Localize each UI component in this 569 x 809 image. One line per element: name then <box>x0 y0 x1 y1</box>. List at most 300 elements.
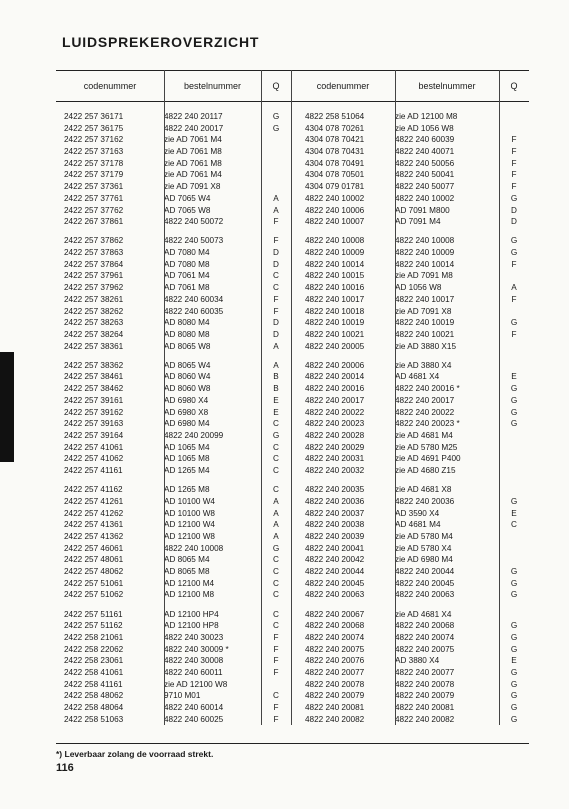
codenummer-cell: 2422 257 37762 <box>64 205 124 215</box>
q-cell <box>499 123 529 135</box>
q-cell: F <box>273 667 279 677</box>
q-cell <box>499 430 529 442</box>
codenummer-cell: 4822 240 20076 <box>305 656 365 666</box>
q-cell: F <box>273 703 279 712</box>
table-row <box>56 235 529 247</box>
bestelnummer-cell: 4822 240 60025 <box>164 714 224 724</box>
bestelnummer-cell: AD 6980 M4 <box>164 419 210 429</box>
codenummer-cell: 4822 240 10009 <box>305 248 365 258</box>
q-cell: G <box>510 419 518 429</box>
table-row <box>56 407 529 419</box>
q-cell: C <box>273 691 279 701</box>
codenummer-cell: 2422 257 38263 <box>64 318 124 328</box>
codenummer-cell: 4822 240 10014 <box>305 259 365 269</box>
q-cell <box>499 111 529 123</box>
codenummer-cell: 2422 258 48064 <box>64 703 124 712</box>
column-divider <box>395 70 396 725</box>
codenummer-cell: 2422 257 37962 <box>64 283 124 293</box>
codenummer-cell: 4822 240 20075 <box>305 644 365 654</box>
codenummer-cell: 4822 240 20031 <box>305 454 365 464</box>
q-cell: A <box>273 531 279 541</box>
page-title: LUIDSPREKEROVERZICHT <box>62 34 260 50</box>
table-row <box>56 519 529 531</box>
q-cell: G <box>510 667 518 677</box>
q-cell: G <box>510 318 518 328</box>
q-cell: F <box>511 294 517 304</box>
q-cell: F <box>273 294 279 304</box>
q-cell: G <box>272 123 280 133</box>
q-cell: G <box>510 496 518 506</box>
page-number: 116 <box>56 762 74 774</box>
codenummer-cell: 2422 257 41362 <box>64 531 124 541</box>
q-cell: E <box>511 372 517 382</box>
table-row <box>56 395 529 407</box>
codenummer-cell: 4822 240 20078 <box>305 679 365 689</box>
codenummer-cell: 4822 240 20079 <box>305 691 365 701</box>
table-row <box>56 531 529 543</box>
bestelnummer-cell: 4822 240 30009 * <box>164 644 229 654</box>
codenummer-cell: 2422 257 37163 <box>64 147 124 157</box>
codenummer-cell: 2422 257 37863 <box>64 248 124 258</box>
bestelnummer-cell: 4822 240 50041 <box>395 170 455 180</box>
bestelnummer-cell: AD 7091 M4 <box>395 217 441 227</box>
bestelnummer-cell: 4822 240 20068 <box>395 621 455 631</box>
q-cell: B <box>273 384 279 394</box>
bestelnummer-cell: 4822 240 50056 <box>395 158 455 168</box>
q-cell: D <box>273 329 279 339</box>
bestelnummer-cell: zie AD 12100 M8 <box>395 112 458 121</box>
bestelnummer-cell: AD 12100 HP8 <box>164 621 219 631</box>
bestelnummer-cell: AD 4681 M4 <box>395 520 441 530</box>
bestelnummer-cell: zie AD 5780 X4 <box>395 543 452 553</box>
codenummer-cell: 4822 240 10016 <box>305 283 365 293</box>
q-cell <box>261 181 291 193</box>
codenummer-cell: 2422 257 41061 <box>64 442 124 452</box>
table-row <box>56 620 529 632</box>
codenummer-cell: 2422 258 48062 <box>64 691 124 701</box>
q-cell: D <box>511 217 517 227</box>
q-cell: B <box>273 372 279 382</box>
bestelnummer-cell: 4822 240 10009 <box>395 248 455 258</box>
codenummer-cell: 2422 257 48062 <box>64 566 124 576</box>
codenummer-cell: 4822 240 20035 <box>305 485 365 495</box>
q-cell: G <box>510 632 518 642</box>
bestelnummer-cell: zie AD 4691 P400 <box>395 454 461 464</box>
bestelnummer-cell: 4822 240 20017 <box>164 123 224 133</box>
table-row <box>56 644 529 656</box>
codenummer-cell: 2422 257 37864 <box>64 259 124 269</box>
codenummer-cell: 4822 240 10006 <box>305 205 365 215</box>
table-row <box>56 589 529 601</box>
bestelnummer-cell: 4822 240 60014 <box>164 703 224 712</box>
codenummer-cell: 4822 240 20041 <box>305 543 365 553</box>
bestelnummer-cell: 4822 240 60039 <box>395 135 455 145</box>
column-divider <box>291 70 292 725</box>
codenummer-cell: 2422 258 51063 <box>64 714 124 724</box>
bestelnummer-cell: zie AD 3880 X4 <box>395 360 452 370</box>
bestelnummer-cell: zie AD 7091 X8 <box>395 306 452 316</box>
table-row <box>56 259 529 271</box>
codenummer-cell: 2422 257 39163 <box>64 419 124 429</box>
table-row <box>56 679 529 691</box>
codenummer-cell: 4822 240 20044 <box>305 566 365 576</box>
codenummer-cell: 2422 257 37361 <box>64 182 124 192</box>
q-cell: G <box>272 112 280 121</box>
q-cell <box>499 465 529 477</box>
table-row <box>56 609 529 621</box>
codenummer-cell: 4822 240 10002 <box>305 193 365 203</box>
q-cell: F <box>273 306 279 316</box>
q-cell: F <box>511 182 517 192</box>
bestelnummer-cell: 4822 240 20081 <box>395 703 455 712</box>
codenummer-cell: 2422 257 38264 <box>64 329 124 339</box>
bestelnummer-cell: AD 7080 M8 <box>164 259 210 269</box>
bestelnummer-cell: AD 8060 W8 <box>164 384 211 394</box>
header-q-2: Q <box>510 81 518 91</box>
q-cell: C <box>273 590 279 600</box>
codenummer-cell: 2422 257 37761 <box>64 193 124 203</box>
codenummer-cell: 4822 240 20036 <box>305 496 365 506</box>
codenummer-cell: 4822 240 20042 <box>305 555 365 565</box>
q-cell: G <box>510 395 518 405</box>
q-cell: A <box>273 520 279 530</box>
table-row <box>56 282 529 294</box>
codenummer-cell: 4822 240 20016 <box>305 384 365 394</box>
table-row <box>56 655 529 667</box>
bestelnummer-cell: 4822 240 20022 <box>395 407 455 417</box>
q-cell: D <box>273 318 279 328</box>
bestelnummer-cell: 4822 240 20079 <box>395 691 455 701</box>
q-cell: G <box>510 621 518 631</box>
bestelnummer-cell: zie AD 5780 M4 <box>395 531 453 541</box>
q-cell <box>499 543 529 555</box>
q-cell <box>499 609 529 621</box>
bestelnummer-cell: 4822 240 30008 <box>164 656 224 666</box>
bestelnummer-cell: 4822 240 50072 <box>164 217 224 227</box>
speaker-table <box>56 70 529 725</box>
codenummer-cell: 4822 240 20045 <box>305 578 365 588</box>
codenummer-cell: 4822 240 20063 <box>305 590 365 600</box>
q-cell: A <box>273 496 279 506</box>
codenummer-cell: 2422 258 21061 <box>64 632 124 642</box>
bestelnummer-cell: AD 1265 M4 <box>164 465 210 475</box>
bestelnummer-cell: zie AD 6980 M4 <box>395 555 453 565</box>
table-row <box>56 341 529 353</box>
codenummer-cell: 2422 257 37179 <box>64 170 124 180</box>
q-cell: F <box>511 158 517 168</box>
codenummer-cell: 2422 257 37862 <box>64 236 124 246</box>
bestelnummer-cell: AD 1065 M4 <box>164 442 210 452</box>
table-row <box>56 193 529 205</box>
q-cell: E <box>273 395 279 405</box>
codenummer-cell: 2422 257 38361 <box>64 341 124 351</box>
codenummer-cell: 2422 257 48061 <box>64 555 124 565</box>
footer-rule <box>56 743 529 744</box>
codenummer-cell: 2422 257 51061 <box>64 578 124 588</box>
q-cell: C <box>273 283 279 293</box>
bestelnummer-cell: 4822 240 40071 <box>395 147 455 157</box>
codenummer-cell: 4304 078 70421 <box>305 135 365 145</box>
bestelnummer-cell: 4822 240 20017 <box>395 395 455 405</box>
bestelnummer-cell: zie AD 4681 M4 <box>395 430 453 440</box>
codenummer-cell: 2422 257 41361 <box>64 520 124 530</box>
bestelnummer-cell: 4822 240 60034 <box>164 294 224 304</box>
bestelnummer-cell: zie AD 7061 M4 <box>164 170 222 180</box>
q-cell: C <box>273 454 279 464</box>
bestelnummer-cell: AD 8065 W8 <box>164 341 211 351</box>
q-cell: G <box>272 543 280 553</box>
table-row <box>56 383 529 395</box>
q-cell: A <box>273 360 279 370</box>
codenummer-cell: 4822 258 51064 <box>305 112 365 121</box>
table-row <box>56 360 529 372</box>
q-cell: F <box>273 656 279 666</box>
codenummer-cell: 2422 257 51161 <box>64 609 123 619</box>
codenummer-cell: 4822 240 10018 <box>305 306 365 316</box>
table-row <box>56 216 529 228</box>
bestelnummer-cell: zie AD 7061 M8 <box>164 147 222 157</box>
bestelnummer-cell: 9710 M01 <box>164 691 201 701</box>
bestelnummer-cell: AD 4681 X4 <box>395 372 440 382</box>
table-row <box>56 247 529 259</box>
codenummer-cell: 2422 258 41161 <box>64 679 123 689</box>
codenummer-cell: 4304 079 01781 <box>305 182 365 192</box>
codenummer-cell: 4304 078 70491 <box>305 158 365 168</box>
bestelnummer-cell: 4822 240 10014 <box>395 259 455 269</box>
bestelnummer-cell: 4822 240 20023 * <box>395 419 460 429</box>
q-cell <box>499 442 529 454</box>
codenummer-cell: 4822 240 10019 <box>305 318 365 328</box>
codenummer-cell: 2422 258 22062 <box>64 644 124 654</box>
table-row <box>56 270 529 282</box>
codenummer-cell: 4822 240 20006 <box>305 360 365 370</box>
codenummer-cell: 4822 240 10007 <box>305 217 365 227</box>
bestelnummer-cell: 4822 240 10008 <box>164 543 224 553</box>
q-cell: D <box>273 259 279 269</box>
codenummer-cell: 2422 267 37861 <box>64 217 124 227</box>
q-cell: F <box>511 329 517 339</box>
codenummer-cell: 4822 240 20017 <box>305 395 365 405</box>
table-row <box>56 453 529 465</box>
q-cell: F <box>273 236 279 246</box>
codenummer-cell: 4822 240 10021 <box>305 329 365 339</box>
bestelnummer-cell: AD 10100 W4 <box>164 496 215 506</box>
table-row <box>56 702 529 714</box>
q-cell <box>499 554 529 566</box>
table-row <box>56 317 529 329</box>
q-cell: C <box>273 271 279 281</box>
codenummer-cell: 4822 240 10015 <box>305 271 365 281</box>
bestelnummer-cell: AD 12100 W8 <box>164 531 215 541</box>
codenummer-cell: 4822 240 20032 <box>305 465 365 475</box>
bestelnummer-cell: AD 7065 W4 <box>164 193 211 203</box>
bestelnummer-cell: 4822 240 20074 <box>395 632 455 642</box>
bestelnummer-cell: 4822 240 20078 <box>395 679 455 689</box>
codenummer-cell: 4822 240 20081 <box>305 703 365 712</box>
codenummer-cell: 2422 257 38261 <box>64 294 124 304</box>
table-header <box>56 70 529 102</box>
bestelnummer-cell: AD 1065 M8 <box>164 454 210 464</box>
bestelnummer-cell: 4822 240 10008 <box>395 236 455 246</box>
bestelnummer-cell: AD 8065 W4 <box>164 360 211 370</box>
bestelnummer-cell: 4822 240 20045 <box>395 578 455 588</box>
table-row <box>56 111 529 123</box>
codenummer-cell: 2422 257 38362 <box>64 360 124 370</box>
bestelnummer-cell: zie AD 4681 X4 <box>395 609 452 619</box>
table-row <box>56 632 529 644</box>
table-row <box>56 418 529 430</box>
codenummer-cell: 2422 258 23061 <box>64 656 124 666</box>
bestelnummer-cell: zie AD 7061 M8 <box>164 158 222 168</box>
table-row <box>56 496 529 508</box>
codenummer-cell: 4822 240 20077 <box>305 667 365 677</box>
q-cell <box>499 341 529 353</box>
q-cell <box>261 134 291 146</box>
bestelnummer-cell: zie AD 7091 M8 <box>395 271 453 281</box>
codenummer-cell: 2422 257 51062 <box>64 590 124 600</box>
q-cell: G <box>272 430 280 440</box>
q-cell: F <box>511 259 517 269</box>
codenummer-cell: 2422 257 39162 <box>64 407 124 417</box>
codenummer-cell: 4304 078 70261 <box>305 123 365 133</box>
table-row <box>56 205 529 217</box>
q-cell: C <box>273 465 279 475</box>
codenummer-cell: 2422 257 41161 <box>64 465 123 475</box>
table-row <box>56 484 529 496</box>
header-q-1: Q <box>272 81 280 91</box>
codenummer-cell: 4822 240 20022 <box>305 407 365 417</box>
table-row <box>56 442 529 454</box>
table-row <box>56 329 529 341</box>
q-cell: A <box>273 205 279 215</box>
q-cell: A <box>273 193 279 203</box>
bestelnummer-cell: zie AD 5780 M25 <box>395 442 458 452</box>
table-row <box>56 306 529 318</box>
bestelnummer-cell: AD 1265 M8 <box>164 485 210 495</box>
q-cell: G <box>510 703 518 712</box>
bestelnummer-cell: 4822 240 60035 <box>164 306 224 316</box>
bestelnummer-cell: AD 1056 W8 <box>395 283 442 293</box>
codenummer-cell: 2422 257 37178 <box>64 158 124 168</box>
codenummer-cell: 2422 257 37961 <box>64 271 124 281</box>
bestelnummer-cell: AD 8065 M8 <box>164 566 210 576</box>
codenummer-cell: 2422 257 41261 <box>64 496 124 506</box>
bestelnummer-cell: 4822 240 30023 <box>164 632 224 642</box>
codenummer-cell: 4822 240 20067 <box>305 609 365 619</box>
q-cell: F <box>511 147 517 157</box>
codenummer-cell: 2422 257 51162 <box>64 621 123 631</box>
bestelnummer-cell: 4822 240 10019 <box>395 318 455 328</box>
codenummer-cell: 2422 257 38262 <box>64 306 124 316</box>
codenummer-cell: 4304 078 70431 <box>305 147 365 157</box>
bestelnummer-cell: 4822 240 50073 <box>164 236 224 246</box>
q-cell: C <box>511 520 517 530</box>
table-row <box>56 146 529 158</box>
table-row <box>56 543 529 555</box>
q-cell: G <box>510 407 518 417</box>
bestelnummer-cell: AD 12100 HP4 <box>164 609 219 619</box>
codenummer-cell: 2422 258 41061 <box>64 667 124 677</box>
header-codenummer-2: codenummer <box>316 81 370 91</box>
table-row <box>56 465 529 477</box>
codenummer-cell: 2422 257 39161 <box>64 395 124 405</box>
q-cell: C <box>273 485 279 495</box>
q-cell: E <box>273 407 279 417</box>
table-body <box>56 102 529 725</box>
q-cell: C <box>273 621 279 631</box>
bestelnummer-cell: 4822 240 10017 <box>395 294 455 304</box>
header-bestelnummer-2: bestelnummer <box>418 81 476 91</box>
q-cell: E <box>511 508 517 518</box>
q-cell: C <box>273 609 279 619</box>
table-row <box>56 554 529 566</box>
bestelnummer-cell: AD 6980 X8 <box>164 407 209 417</box>
codenummer-cell: 4822 240 10008 <box>305 236 365 246</box>
q-cell <box>499 360 529 372</box>
bestelnummer-cell: AD 12100 M4 <box>164 578 215 588</box>
q-cell: C <box>273 578 279 588</box>
q-cell: C <box>273 419 279 429</box>
q-cell: F <box>273 632 279 642</box>
column-divider <box>164 70 165 725</box>
q-cell: D <box>273 248 279 258</box>
table-row <box>56 294 529 306</box>
table-row <box>56 169 529 181</box>
codenummer-cell: 4822 240 20028 <box>305 430 365 440</box>
codenummer-cell: 4822 240 10017 <box>305 294 365 304</box>
codenummer-cell: 4822 240 20068 <box>305 621 365 631</box>
q-cell: G <box>510 193 518 203</box>
q-cell: A <box>273 341 279 351</box>
bestelnummer-cell: AD 7061 M4 <box>164 271 210 281</box>
bestelnummer-cell: AD 10100 W8 <box>164 508 215 518</box>
codenummer-cell: 2422 257 46061 <box>64 543 124 553</box>
q-cell <box>261 158 291 170</box>
codenummer-cell: 2422 257 38462 <box>64 384 124 394</box>
bestelnummer-cell: zie AD 7061 M4 <box>164 135 222 145</box>
codenummer-cell: 2422 257 39164 <box>64 430 124 440</box>
bestelnummer-cell: zie AD 4681 X8 <box>395 485 452 495</box>
bestelnummer-cell: 4822 240 20099 <box>164 430 224 440</box>
codenummer-cell: 4822 240 20038 <box>305 520 365 530</box>
table-row <box>56 181 529 193</box>
bestelnummer-cell: 4822 240 60011 <box>164 667 223 677</box>
codenummer-cell: 4822 240 20014 <box>305 372 365 382</box>
q-cell: C <box>273 555 279 565</box>
column-divider <box>261 70 262 725</box>
header-bestelnummer-1: bestelnummer <box>183 81 242 91</box>
bestelnummer-cell: 4822 240 10021 <box>395 329 455 339</box>
q-cell: G <box>510 679 518 689</box>
bestelnummer-cell: zie AD 4680 Z15 <box>395 465 456 475</box>
codenummer-cell: 2422 257 36175 <box>64 123 124 133</box>
bestelnummer-cell: zie AD 12100 W8 <box>164 679 228 689</box>
table-row <box>56 690 529 702</box>
q-cell <box>261 169 291 181</box>
q-cell: C <box>273 442 279 452</box>
bestelnummer-cell: AD 12100 M8 <box>164 590 215 600</box>
q-cell: G <box>510 644 518 654</box>
bestelnummer-cell: 4822 240 20082 <box>395 714 455 724</box>
q-cell: G <box>510 691 518 701</box>
q-cell <box>499 484 529 496</box>
q-cell: A <box>273 508 279 518</box>
bestelnummer-cell: 4822 240 20075 <box>395 644 455 654</box>
bestelnummer-cell: zie AD 1056 W8 <box>395 123 454 133</box>
bestelnummer-cell: AD 6980 X4 <box>164 395 209 405</box>
bestelnummer-cell: AD 7091 M800 <box>395 205 450 215</box>
q-cell: F <box>273 217 279 227</box>
